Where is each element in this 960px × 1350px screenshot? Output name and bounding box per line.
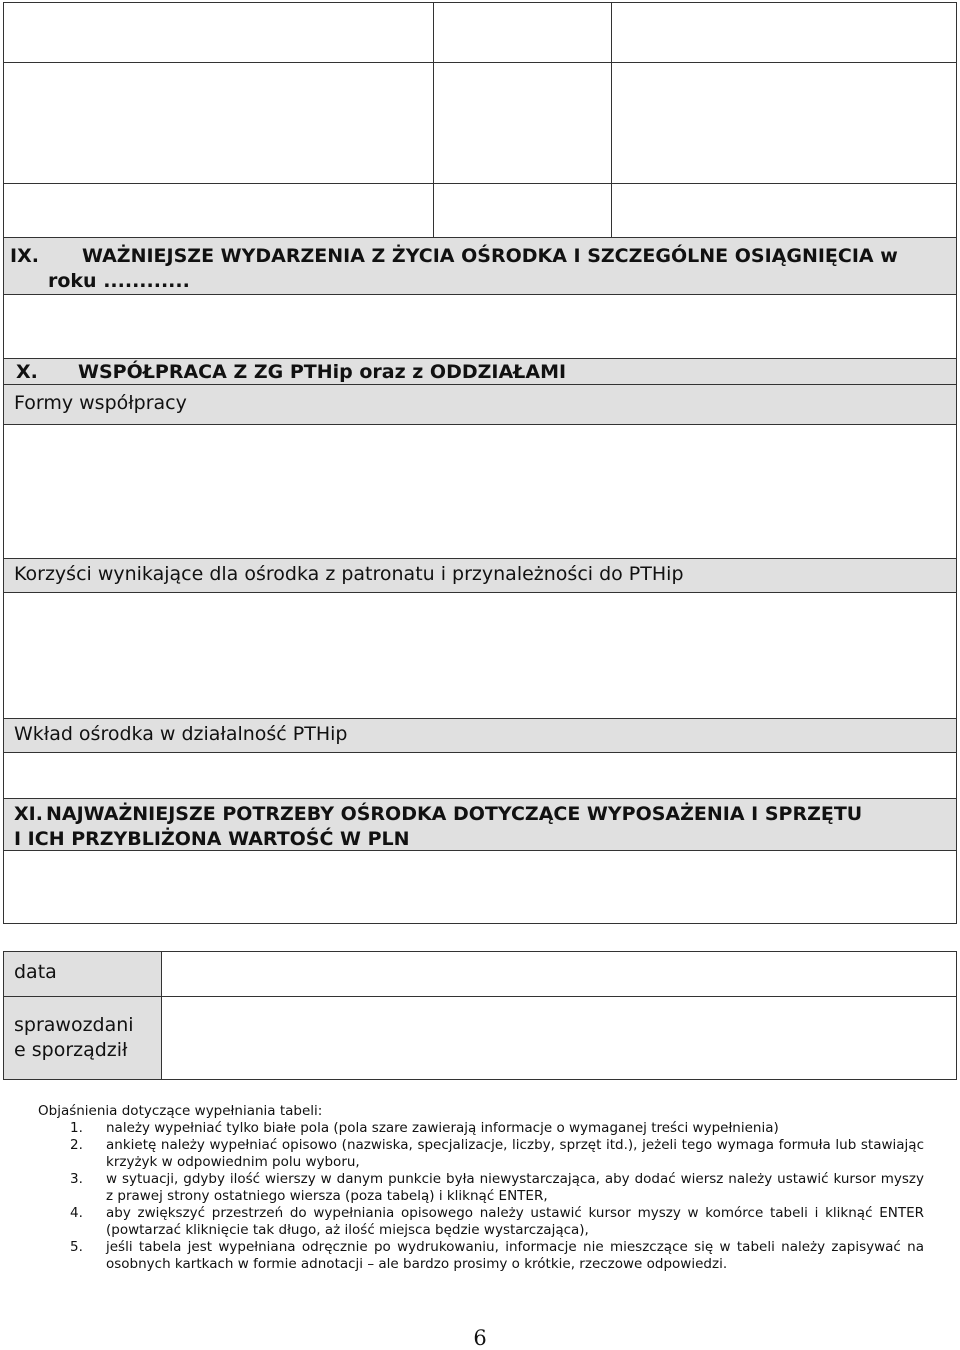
list-item bbox=[38, 1239, 924, 1273]
section-ix-number: IX. bbox=[10, 245, 39, 267]
list-item-text: aby zwiększyć przestrzeń do wypełniania opisowego należy ustawić kursor myszy w komórce tabeli i kliknąć ENTER (powtarzać kliknięcie tak długo, aż ilość miejsca będzie wystarczająca), bbox=[106, 1205, 924, 1238]
list-item bbox=[38, 1171, 924, 1205]
top-table-cell[interactable] bbox=[3, 183, 435, 239]
list-item-number: 1. bbox=[70, 1120, 83, 1136]
section-xi-number: XI. bbox=[14, 803, 43, 825]
section-xi-title-line1: NAJWAŻNIEJSZE POTRZEBY OŚRODKA DOTYCZĄCE WYPOSAŻENIA I SPRZĘTU bbox=[46, 803, 863, 825]
section-ix-title-line1: WAŻNIEJSZE WYDARZENIA Z ŻYCIA OŚRODKA I SZCZEGÓLNE OSIĄGNIĘCIA w bbox=[82, 245, 898, 267]
date-input[interactable] bbox=[161, 951, 957, 998]
list-item-number: 3. bbox=[70, 1171, 83, 1187]
date-label-text: data bbox=[14, 961, 57, 983]
instructions bbox=[38, 1103, 924, 1273]
top-table-cell[interactable] bbox=[3, 2, 435, 64]
forms-label-text: Formy współpracy bbox=[14, 392, 187, 414]
top-table-cell[interactable] bbox=[611, 2, 957, 64]
list-item-number: 5. bbox=[70, 1239, 83, 1255]
benefits-input[interactable] bbox=[3, 592, 957, 720]
list-item-text: ankietę należy wypełniać opisowo (nazwiska, specjalizacje, liczby, sprzęt itd.), jeżeli tego wymaga formuła lub stawiając krzyżyk w odpowiednim polu wyboru, bbox=[106, 1137, 924, 1170]
author-input[interactable] bbox=[161, 996, 957, 1080]
instructions-heading: Objaśnienia dotyczące wypełniania tabeli: bbox=[38, 1103, 323, 1119]
forms-label bbox=[3, 384, 957, 426]
contribution-input[interactable] bbox=[3, 752, 957, 800]
contribution-label bbox=[3, 718, 957, 754]
section-x-number: X. bbox=[16, 361, 38, 383]
top-table-cell[interactable] bbox=[611, 62, 957, 185]
list-item-text: w sytuacji, gdyby ilość wierszy w danym punkcie była niewystarczająca, aby dodać wiersz należy ustawić kursor myszy z prawej strony ostatniego wiersza (poza tabelą) i kliknąć ENTER, bbox=[106, 1171, 924, 1204]
author-label-line1: sprawozdani bbox=[14, 1014, 134, 1036]
top-table-cell[interactable] bbox=[433, 62, 613, 185]
section-ix-input[interactable] bbox=[3, 294, 957, 360]
list-item-text: jeśli tabela jest wypełniana odręcznie po wydrukowaniu, informacje nie mieszczące się w tabeli należy zapisywać na osobnych kartkach w formie adnotacji – ale bardzo prosimy o krótkie, rzeczowe odpowiedzi. bbox=[106, 1239, 924, 1272]
section-x-header bbox=[3, 358, 957, 386]
list-item bbox=[38, 1137, 924, 1171]
author-label bbox=[3, 996, 163, 1080]
date-label bbox=[3, 951, 163, 998]
section-ix-title-line2: roku ............ bbox=[48, 270, 190, 292]
list-item bbox=[38, 1120, 924, 1137]
section-xi-header bbox=[3, 798, 957, 852]
section-ix-header bbox=[3, 237, 957, 296]
top-table-cell[interactable] bbox=[3, 62, 435, 185]
section-xi-input[interactable] bbox=[3, 850, 957, 924]
top-table-cell[interactable] bbox=[611, 183, 957, 239]
contribution-label-text: Wkład ośrodka w działalność PTHip bbox=[14, 723, 348, 745]
benefits-label bbox=[3, 558, 957, 594]
section-xi-title-line2: I ICH PRZYBLIŻONA WARTOŚĆ W PLN bbox=[14, 828, 410, 850]
forms-input[interactable] bbox=[3, 424, 957, 560]
top-table-cell[interactable] bbox=[433, 183, 613, 239]
list-item-number: 4. bbox=[70, 1205, 83, 1221]
list-item-number: 2. bbox=[70, 1137, 83, 1153]
benefits-label-text: Korzyści wynikające dla ośrodka z patronatu i przynależności do PTHip bbox=[14, 563, 684, 585]
top-table-cell[interactable] bbox=[433, 2, 613, 64]
list-item bbox=[38, 1205, 924, 1239]
section-x-title: WSPÓŁPRACA Z ZG PTHip oraz z ODDZIAŁAMI bbox=[78, 361, 567, 383]
page-number: 6 bbox=[473, 1326, 487, 1350]
list-item-text: należy wypełniać tylko białe pola (pola szare zawierają informacje o wymaganej treści wypełnienia) bbox=[106, 1120, 779, 1136]
author-label-line2: e sporządził bbox=[14, 1039, 128, 1061]
